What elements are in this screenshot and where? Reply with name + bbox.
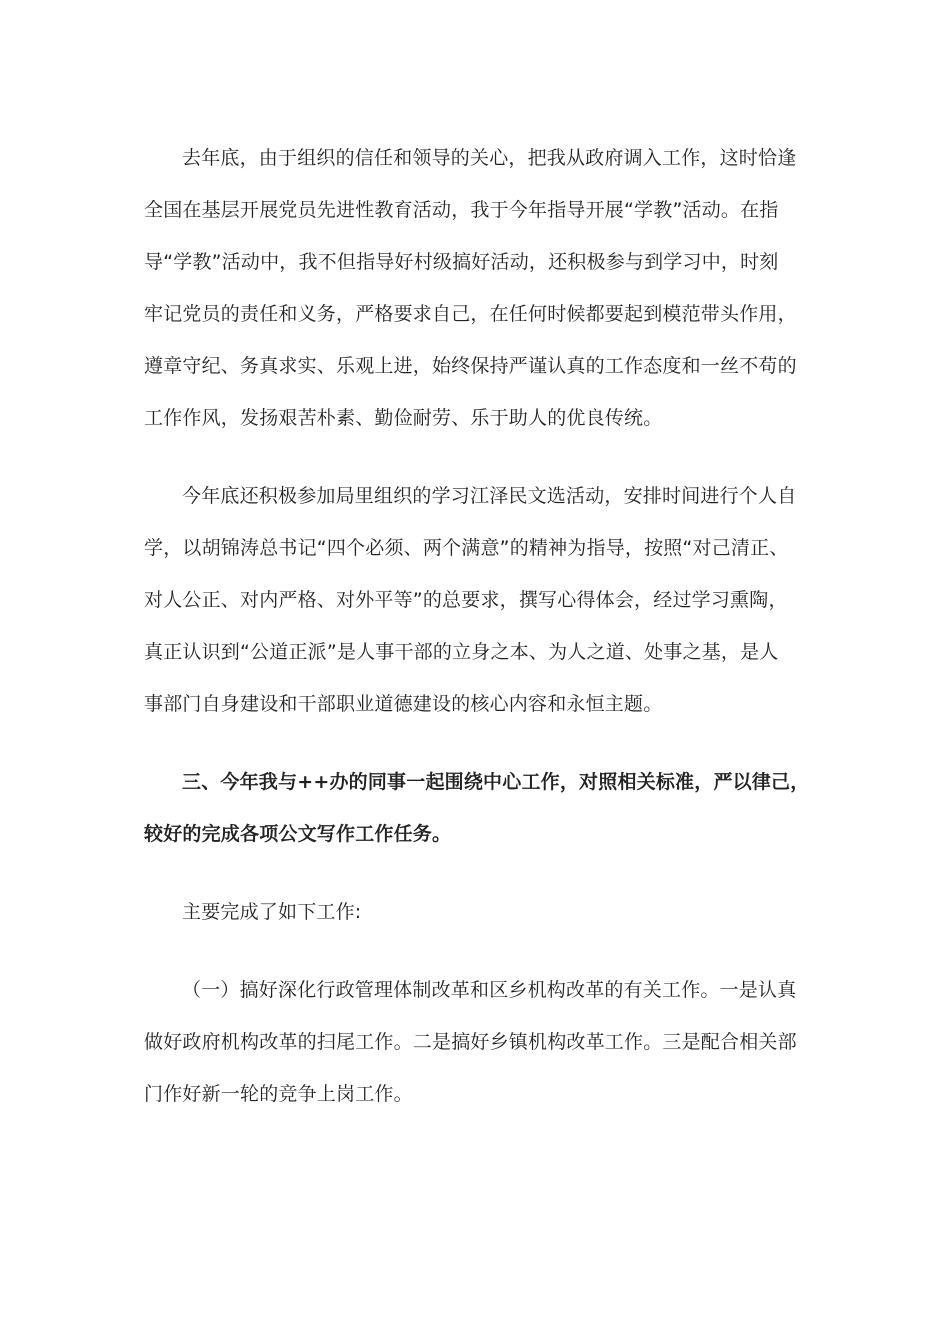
heading-line: 三、今年我与++办的同事一起围绕中心工作，对照相关标准，严以律己， <box>182 771 810 793</box>
paragraph-line: 今年底还积极参加局里组织的学习江泽民文选活动，安排时间进行个人自 <box>182 485 797 507</box>
paragraph-line: 对人公正、对内严格、对外平等”的总要求，撰写心得体会，经过学习熏陶， <box>144 589 788 611</box>
paragraph-line: 去年底，由于组织的信任和领导的关心，把我从政府调入工作，这时恰逢 <box>182 147 797 169</box>
paragraph-line: 做好政府机构改革的扫尾工作。二是搞好乡镇机构改革工作。三是配合相关部 <box>144 1031 797 1053</box>
paragraph-line: 主要完成了如下工作: <box>182 901 362 923</box>
paragraph-line: 牢记党员的责任和义务，严格要求自己，在任何时候都要起到模范带头作用， <box>144 303 797 325</box>
paragraph-line: 全国在基层开展党员先进性教育活动，我于今年指导开展“学教”活动。在指 <box>144 199 779 221</box>
paragraph-line: 门作好新一轮的竞争上岗工作。 <box>144 1083 413 1105</box>
paragraph-line: 工作作风，发扬艰苦朴素、勤俭耐劳、乐于助人的优良传统。 <box>144 407 663 429</box>
paragraph-line: 事部门自身建设和干部职业道德建设的核心内容和永恒主题。 <box>144 693 663 715</box>
paragraph-line: 学，以胡锦涛总书记“四个必须、两个满意”的精神为指导，按照“对己清正、 <box>144 537 789 559</box>
paragraph-line: 导“学教”活动中，我不但指导好村级搞好活动，还积极参与到学习中，时刻 <box>144 251 779 273</box>
paragraph-line: （一）搞好深化行政管理体制改革和区乡机构改革的有关工作。一是认真 <box>182 979 797 1001</box>
paragraph-line: 遵章守纪、务真求实、乐观上进，始终保持严谨认真的工作态度和一丝不苟的 <box>144 355 797 377</box>
paragraph-line: 真正认识到“公道正派”是人事干部的立身之本、为人之道、处事之基，是人 <box>144 641 779 663</box>
heading-line: 较好的完成各项公文写作工作任务。 <box>144 823 452 845</box>
